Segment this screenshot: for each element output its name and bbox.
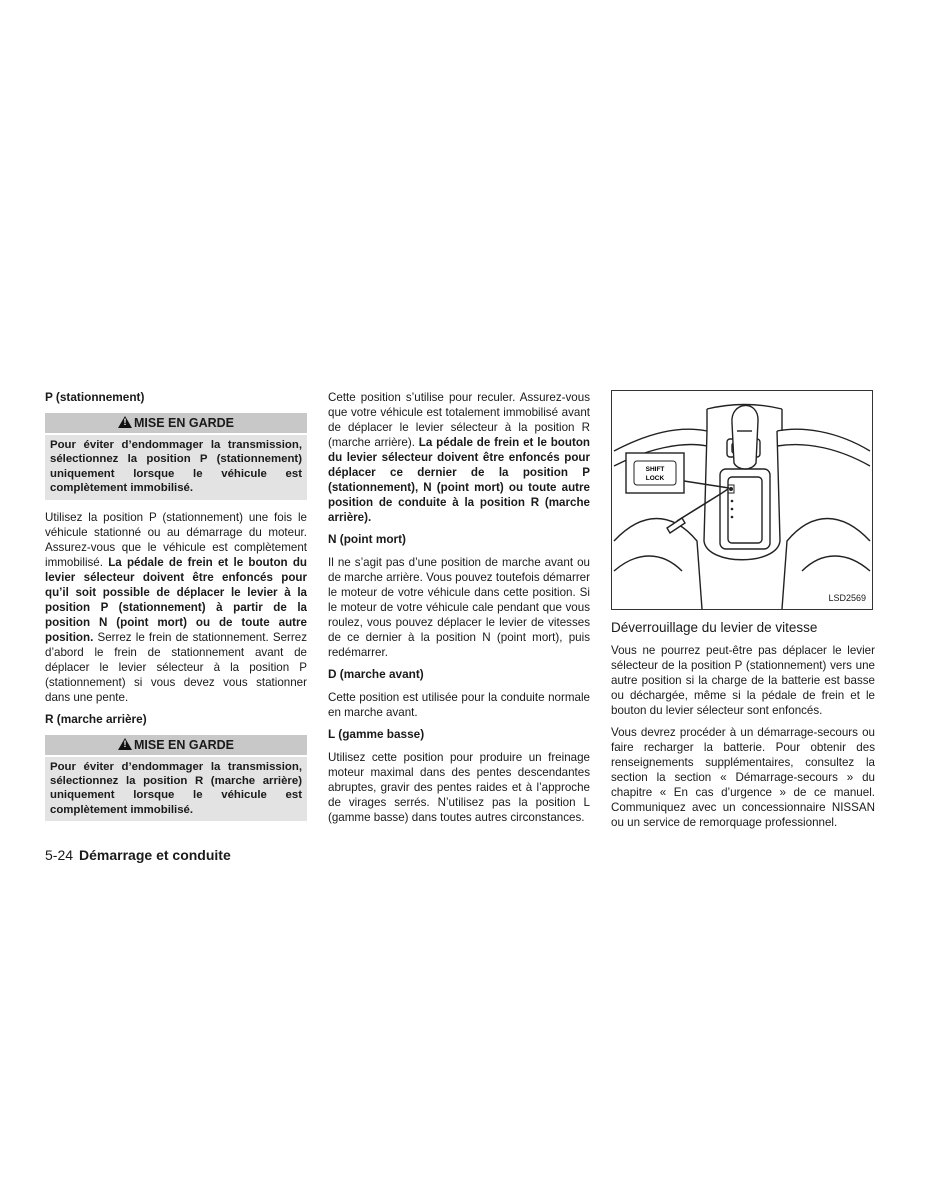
- paragraph-low: Utilisez cette position pour produire un freinage moteur maximal dans des pentes descendantes abruptes, gravir des pentes raides et à l’approche de virages serrés. N’utilisez pas la position L (gamme basse) dans toutes autres circonstances.: [328, 751, 590, 824]
- heading-neutral: N (point mort): [328, 532, 406, 546]
- text-park-2: Serrez le frein de stationnement. Serrez d’abord le frein de stationnement avant de déplacer le levier sélecteur à la position P (stationnement) si vous devez vous stationner dans une pente.: [45, 630, 307, 704]
- figure-code: LSD2569: [828, 593, 866, 603]
- shift-lock-figure: [611, 390, 873, 610]
- column-middle: [328, 390, 590, 832]
- heading-low: L (gamme basse): [328, 727, 425, 741]
- warning-box-reverse: [45, 735, 307, 822]
- paragraph-shift-lock-2: Vous devrez procéder à un démarrage-secours ou faire recharger la batterie. Pour obtenir des renseignements supplémentaires, consultez la section la section « Démarrage-secours » du chapitre « En cas d’urgence » de ce manuel. Communiquez avec un concessionnaire NISSAN ou un service de remorquage professionnel.: [611, 726, 875, 829]
- text-reverse-bold: La pédale de frein et le bouton du levier sélecteur doivent être enfoncés pour déplacer ce dernier de la position P (stationnement), N (point mort) ou toute autre position de conduite à la position R (marche arrière).: [328, 436, 590, 524]
- heading-reverse: R (marche arrière): [45, 711, 147, 726]
- section-title-shift-lock: Déverrouillage du levier de vitesse: [611, 620, 818, 635]
- warning-icon: !: [118, 738, 132, 750]
- page-footer: [45, 847, 231, 863]
- text-reverse: Cette position s’utilise pour reculer. Assurez-vous que votre véhicule est totalement immobilisé avant de déplacer le levier sélecteur à la position R (marche arrière).: [328, 391, 590, 449]
- chapter-title: Démarrage et conduite: [79, 847, 231, 863]
- heading-drive: D (marche avant): [328, 667, 424, 681]
- shift-lever-illustration: [612, 391, 872, 609]
- warning-title-text: MISE EN GARDE: [133, 416, 234, 430]
- warning-title-text: MISE EN GARDE: [133, 737, 234, 752]
- warning-body: Pour éviter d’endommager la transmission, sélectionnez la position R (marche arrière) uniquement lorsque le véhicule est complètement immobilisé.: [45, 757, 307, 822]
- paragraph-park: [45, 510, 307, 705]
- warning-body: Pour éviter d’endommager la transmission, sélectionnez la position P (stationnement) uniquement lorsque le véhicule est complètement immobilisé.: [45, 435, 307, 500]
- heading-park: P (stationnement): [45, 390, 145, 404]
- text-park-1: Utilisez la position P (stationnement) une fois le véhicule stationné ou au démarrage du moteur. Assurez-vous que le véhicule est complètement immobilisé.: [45, 510, 307, 569]
- paragraph-drive: Cette position est utilisée pour la conduite normale en marche avant.: [328, 691, 590, 719]
- callout-line-2: LOCK: [645, 475, 665, 482]
- warning-title: [45, 413, 307, 433]
- warning-icon: !: [118, 416, 132, 428]
- callout-line-1: SHIFT: [645, 466, 665, 473]
- page-number: 5-24: [45, 847, 74, 863]
- paragraph-reverse: [328, 390, 590, 525]
- column-left: [45, 390, 307, 831]
- text-park-bold: La pédale de frein et le bouton du levier sélecteur doivent être enfoncés pour qu’il soit possible de déplacer le levier à la position P (stationnement) à partir de la position N (point mort) ou de toute autre position.: [45, 555, 308, 644]
- warning-box-park: [45, 413, 307, 500]
- paragraph-shift-lock-1: Vous ne pourrez peut-être pas déplacer le levier sélecteur de la position P (stationnement) vers une autre position si la charge de la batterie est basse ou déchargée, même si la pédale de frein et le bouton du levier sélecteur sont enfoncés.: [611, 644, 875, 717]
- column-right: [611, 390, 875, 837]
- warning-title: [45, 735, 307, 755]
- paragraph-neutral: Il ne s’agit pas d’une position de marche avant ou de marche arrière. Vous pouvez toutefois démarrer le moteur de votre véhicule dans cette position. Si le moteur de votre véhicule cale pendant que vous roulez, vous pouvez déplacer le levier de vitesses de ce dernier à la position N (point mort), puis redémarrer.: [328, 556, 590, 659]
